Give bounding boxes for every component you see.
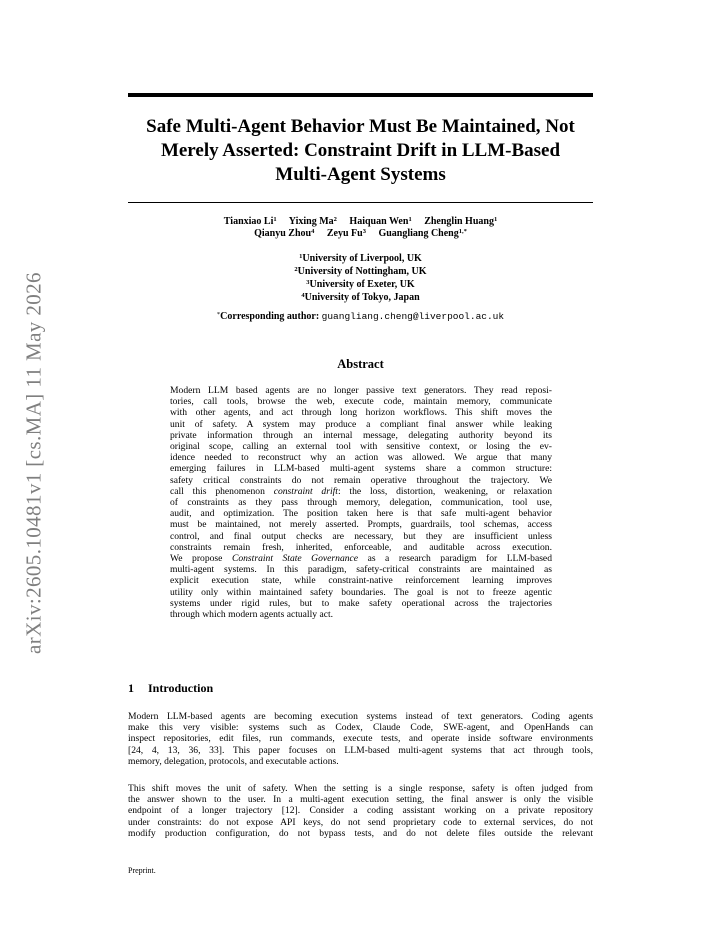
author-name: Tianxiao Li	[223, 216, 274, 227]
text-line: under constraints: do not expose API keys, do not send proprietary code to external services, do not	[128, 816, 593, 828]
text-line: unit of safety. A system may produce a compliant final answer while leaking	[170, 418, 552, 430]
text-line: memory, delegation, protocols, and executable actions.	[128, 755, 339, 767]
text-line: of constraints as they pass through memory, delegation, communication, tool use,	[170, 497, 552, 509]
text-line: control, and final output checks are necessary, but they are insufficient unless	[170, 530, 552, 542]
affiliation-name: University of Exeter, UK	[309, 279, 415, 290]
abstract-body	[170, 385, 552, 620]
text-line: inspect repositories, edit files, run commands, execute tests, and operate inside software environments	[128, 733, 593, 745]
emphasis: constraint drift	[273, 485, 338, 497]
affiliation-name: University of Nottingham, UK	[297, 266, 427, 277]
affiliation-mark: 4	[301, 292, 305, 299]
affiliation-name: University of Liverpool, UK	[302, 253, 422, 264]
text-line: with other agents, and act through long horizon workflows. This shift moves the	[170, 407, 552, 419]
title-bottom-rule	[128, 202, 593, 203]
text-line: explicit execution state, while constraint-native reinforcement learning improves	[170, 575, 552, 587]
paper-title	[128, 115, 593, 187]
author-affiliation-mark: 3	[362, 228, 366, 235]
affiliation	[128, 291, 593, 304]
text-line: through which modern agents actually act.	[170, 609, 334, 621]
affiliation-list	[128, 252, 593, 304]
author-list	[128, 216, 593, 240]
text-line: tories, call tools, browse the web, execute code, maintain memory, communicate	[170, 396, 552, 408]
corresponding-mark: *	[216, 311, 221, 318]
text-line: make this very visible: systems such as Codex, Claude Code, SWE-agent, and OpenHands can	[128, 722, 593, 734]
author-name: Yixing Ma	[288, 216, 334, 227]
section-heading	[128, 681, 213, 696]
affiliation	[128, 265, 593, 278]
title-line: Safe Multi-Agent Behavior Must Be Maintained, Not	[146, 116, 575, 137]
title-line: Merely Asserted: Constraint Drift in LLM-Based	[160, 140, 561, 161]
text-line: original scope, calling an external tool with sensitive context, or losing the ev-	[170, 441, 552, 453]
author-affiliation-mark: 4	[311, 228, 315, 235]
author-line-2	[128, 228, 593, 240]
text-line: [24, 4, 13, 36, 33]. This paper focuses on LLM-based multi-agent systems that act through tools,	[128, 744, 593, 756]
arxiv-identifier	[19, 248, 49, 678]
text-line: endpoint of a longer trajectory [12]. Consider a coding assistant working on a private repository	[128, 805, 593, 817]
emphasis: Constraint State Governance	[231, 553, 359, 565]
abstract-heading: Abstract	[337, 357, 384, 371]
text-line: must be maintained, not merely asserted. Prompts, guardrails, tool schemas, access	[170, 519, 552, 531]
affiliation-mark: 3	[306, 279, 310, 286]
section-number: 1	[128, 681, 134, 695]
corresponding-author	[128, 311, 593, 322]
title-line: Multi-Agent Systems	[275, 164, 446, 185]
author-name: Zhenglin Huang	[424, 216, 494, 227]
text-line: This shift moves the unit of safety. When the setting is a single response, safety is often judged from	[128, 783, 593, 794]
intro-paragraph-1	[128, 711, 593, 767]
author-affiliation-mark: 1	[493, 216, 498, 223]
author-line-1	[128, 216, 593, 228]
corresponding-label: Corresponding author:	[220, 311, 320, 322]
arxiv-identifier-text: arXiv:2605.10481v1 [cs.MA] 11 May 2026	[21, 272, 46, 654]
title-top-rule	[128, 93, 593, 97]
author-affiliation-mark: 1,*	[458, 228, 467, 235]
text-line: private information through an internal message, delegating authority beyond its	[170, 429, 552, 441]
affiliation-mark: 1	[299, 253, 303, 260]
affiliation	[128, 278, 593, 291]
author-affiliation-mark: 2	[333, 216, 337, 223]
author-name: Haiquan Wen	[349, 216, 409, 227]
text-line: We propose Constraint State Governance as a research paradigm for LLM-based	[170, 553, 552, 565]
author-name: Guangliang Cheng	[378, 228, 459, 239]
text-line: Modern LLM-based agents are becoming execution systems instead of text generators. Coding agents	[128, 711, 593, 722]
text-line: systems under rigid rules, but to make safety operational across the trajectories	[170, 597, 552, 609]
text-line: safety critical constraints do not remain operative throughout the trajectory. We	[170, 474, 552, 486]
text-line: the answer shown to the user. In a multi-agent execution setting, the final answer is only the visible	[128, 794, 593, 806]
footer-preprint: Preprint.	[128, 866, 156, 875]
intro-paragraph-2	[128, 783, 593, 839]
text-line: call this phenomenon constraint drift: the loss, distortion, weakening, or relaxation	[170, 485, 552, 497]
text-line: multi-agent systems. In this paradigm, safety-critical constraints are maintained as	[170, 564, 552, 576]
author-affiliation-mark: 1	[408, 216, 412, 223]
text-line: audit, and optimization. The position taken here is that safe multi-agent behavior	[170, 508, 552, 520]
author-affiliation-mark: 1	[273, 216, 277, 223]
affiliation-mark: 2	[294, 266, 298, 273]
affiliation-name: University of Tokyo, Japan	[304, 292, 420, 303]
affiliation	[128, 252, 593, 265]
section-title: Introduction	[148, 681, 214, 695]
text-line: utility only within maintained safety boundaries. The goal is not to freeze agentic	[170, 586, 552, 598]
corresponding-email[interactable]: guangliang.cheng@liverpool.ac.uk	[321, 311, 505, 322]
author-name: Qianyu Zhou	[254, 228, 312, 239]
text-line: constraints remain fresh, inherited, enforceable, and auditable across execution.	[170, 541, 552, 553]
text-line: emerging failures in LLM-based multi-agent systems share a common structure:	[170, 463, 552, 475]
text-line: idence needed to reconstruct why an action was allowed. We argue that many	[170, 452, 552, 464]
text-line: Modern LLM based agents are no longer passive text generators. They read reposi-	[170, 385, 552, 396]
text-line: modify production configuration, do not bypass tests, and do not delete files outside the relevant	[128, 827, 593, 839]
author-name: Zeyu Fu	[326, 228, 363, 239]
